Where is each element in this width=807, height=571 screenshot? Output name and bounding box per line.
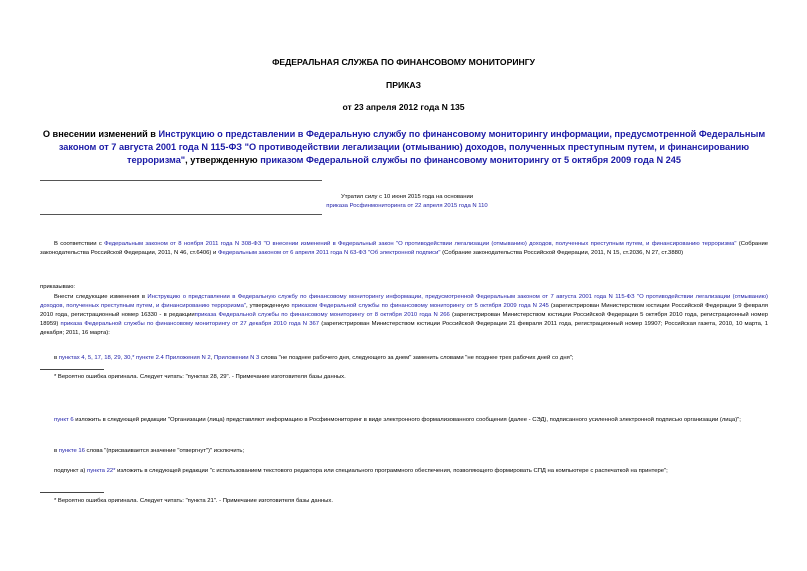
main-text: (зарегистрирован Министерством юстиции Российской Федерации 21 февраля 2011 года, регистрационный номер 19907; Российская газета, 2010, 10 марта, 1 декабря; 2011, 16 марта): (40, 321, 770, 336)
item-text: , (210, 355, 214, 361)
main-text: Внести следующие изменения в (54, 294, 148, 300)
item-link-appendix-2[interactable]: пункте 2.4 Приложения N 2 (136, 355, 211, 361)
title-link-instruction[interactable]: Инструкцию о представлении в Федеральную службу по финансовому мониторингу информации, предусмотренной Федеральным законом от 7 августа 2001 года N 115-ФЗ "О противодействии легализации (отмыванию) доходов, полученных преступным путем, и финансированию терроризма" (58, 129, 768, 165)
item-paragraph (40, 354, 768, 363)
main-text: (зарегистрирован Министерством юстиции Российской Федерации 5 октября 2010 года, регистрационный номер 18959) (40, 312, 770, 327)
item-paragraph (40, 416, 768, 425)
item-link-point-6[interactable]: пункт 6 (54, 417, 74, 423)
title-link-order[interactable]: приказом Федеральной службы по финансовому мониторингу от 5 октября 2009 года N 245 (260, 155, 682, 165)
item-link-point-16[interactable]: пункте 16 (58, 448, 85, 454)
item-text: в (54, 448, 59, 454)
item-link-appendix-3[interactable]: Приложении N 3 (213, 355, 260, 361)
footnote-divider (40, 369, 104, 370)
order-word: приказываю: (40, 284, 76, 290)
divider (40, 214, 322, 215)
preamble-paragraph (40, 240, 768, 258)
status-link[interactable]: приказа Росфинмониторинга от 22 апреля 2015 года N 110 (326, 203, 488, 209)
main-link-order-266[interactable]: приказа Федеральной службы по финансовому мониторингу от 8 октября 2010 года N 266 (194, 312, 450, 318)
main-paragraph (40, 293, 768, 338)
divider (40, 180, 322, 181)
item-paragraph (40, 467, 768, 476)
item-text: слова "(присваивается значение "отвергнут")" исключить; (84, 448, 245, 454)
preamble-text: (Собрание законодательства Российской Федерации, 2011, N 46, ст.6406) и (40, 241, 770, 256)
status-note (302, 193, 512, 211)
main-text: (зарегистрирован Министерством юстиции Российской Федерации 9 февраля 2010 года, регистрационный номер 16330 - в редакции (40, 303, 770, 318)
item-link-points[interactable]: пунктах 4, 5, 17, 18, 29, 30,* (58, 355, 135, 361)
footnote: * Вероятно ошибка оригинала. Следует читать: "пункта 21". - Примечание изготовителя базы данных. (54, 498, 333, 504)
preamble-link-law-63[interactable]: Федеральным законом от 6 апреля 2011 года N 63-ФЗ "Об электронной подписи" (217, 250, 441, 256)
agency-heading: ФЕДЕРАЛЬНАЯ СЛУЖБА ПО ФИНАНСОВОМУ МОНИТОРИНГУ (272, 57, 535, 67)
main-link-order-245[interactable]: приказом Федеральной службы по финансовому мониторингу от 5 октября 2009 года N 245 (291, 303, 549, 309)
item-text: слова "не позднее рабочего дня, следующего за днем" заменить словами "не позднее трех рабочих дней со дня"; (259, 355, 574, 361)
main-text: , утвержденную (245, 303, 292, 309)
item-link-point-22[interactable]: пункта 22* (87, 468, 116, 474)
main-link-instruction[interactable]: Инструкцию о представлении в Федеральную службу по финансовому мониторингу информации, предусмотренной Федеральным законом от 7 августа 2001 года N 115-ФЗ "О противодействии легализации (отмыванию) доходов, полученных преступным путем, и финансированию терроризма" (40, 294, 770, 309)
item-text: изложить в следующей редакции "с использованием текстового редактора или специального программного обеспечения, позволяющего формировать СПД на компьютере с распечаткой на принтере"; (115, 468, 668, 474)
main-link-order-367[interactable]: приказа Федеральной службы по финансовому мониторингу от 27 декабря 2010 года N 367 (60, 321, 320, 327)
status-text: Утратил силу с 10 июня 2015 года на основании (340, 194, 474, 200)
title-text: О внесении изменений в (42, 129, 159, 139)
item-text: в (54, 355, 59, 361)
title-text: , утвержденную (185, 155, 261, 165)
item-paragraph (40, 447, 768, 456)
preamble-text: (Собрание законодательства Российской Федерации, 2011, N 15, ст.2036, N 27, ст.3880) (440, 250, 684, 256)
footnote-divider (40, 492, 104, 493)
item-text: подпункт а) (54, 468, 88, 474)
doc-type-heading: ПРИКАЗ (386, 80, 421, 90)
document-title (40, 128, 768, 167)
preamble-link-law-308[interactable]: Федеральным законом от 8 ноября 2011 года N 308-ФЗ "О внесении изменений в Федеральный закон "О противодействии легализации (отмыванию) доходов, полученных преступным путем, и финансированию терроризма" (104, 241, 737, 247)
item-text: изложить в следующей редакции "Организации (лица) представляют информацию в Росфинмониторинг в виде электронного формализованного сообщения (далее - СЭД), подписанного усиленной электронной подписью организации (лица)"; (73, 417, 741, 423)
preamble-text: В соответствии с (54, 241, 105, 247)
date-number-heading: от 23 апреля 2012 года N 135 (342, 102, 465, 112)
footnote: * Вероятно ошибка оригинала. Следует читать: "пунктах 28, 29". - Примечание изготовителя базы данных. (54, 374, 346, 380)
